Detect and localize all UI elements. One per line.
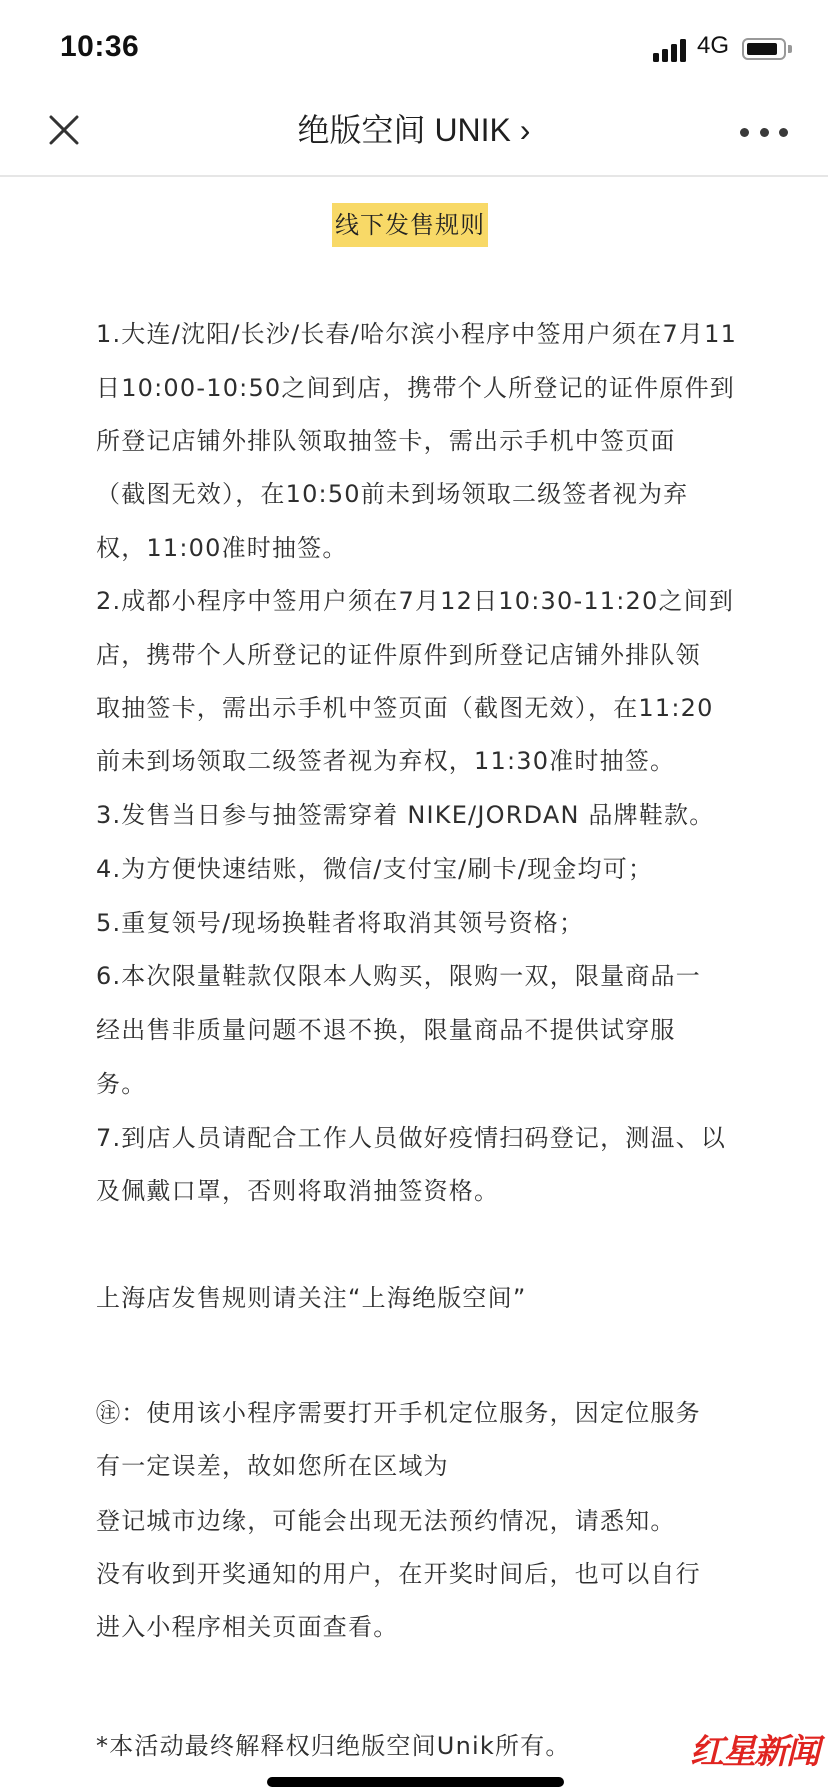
rule-text-line: 2.成都小程序中签用户须在7月12日10:30-11:20之间到 [96, 587, 735, 615]
home-indicator[interactable] [267, 1777, 564, 1787]
rule-text-line: 权，11:00准时抽签。 [96, 534, 348, 562]
rule-text-line: ㊟：使用该小程序需要打开手机定位服务，因定位服务 [96, 1399, 701, 1427]
status-time: 10:36 [60, 30, 140, 63]
rule-text-line: 1.大连/沈阳/长沙/长春/哈尔滨小程序中签用户须在7月11 [96, 320, 738, 348]
rule-text-line: 务。 [96, 1070, 147, 1098]
rule-text-line: 登记城市边缘，可能会出现无法预约情况，请悉知。 [96, 1507, 676, 1535]
rule-text-line: 上海店发售规则请关注“上海绝版空间” [96, 1284, 527, 1312]
battery-icon [742, 38, 786, 60]
rule-text-line: 6.本次限量鞋款仅限本人购买，限购一双，限量商品一 [96, 962, 701, 990]
rule-text-line: 所登记店铺外排队领取抽签卡，需出示手机中签页面 [96, 427, 676, 455]
rule-text-line: 前未到场领取二级签者视为弃权，11:30准时抽签。 [96, 747, 676, 775]
more-dot-icon [779, 128, 788, 137]
rule-text-line: *本活动最终解释权归绝版空间Unik所有。 [96, 1732, 571, 1760]
nav-divider [0, 175, 828, 177]
rule-text-line: 3.发售当日参与抽签需穿着 NIKE/JORDAN 品牌鞋款。 [96, 801, 715, 829]
more-dot-icon [740, 128, 749, 137]
more-dot-icon [760, 128, 769, 137]
rule-text-line: （截图无效），在10:50前未到场领取二级签者视为弃 [96, 480, 689, 508]
rule-text-line: 5.重复领号/现场换鞋者将取消其领号资格； [96, 909, 585, 937]
rule-text-line: 进入小程序相关页面查看。 [96, 1613, 399, 1641]
rule-text-line: 7.到店人员请配合工作人员做好疫情扫码登记，测温、以 [96, 1124, 727, 1152]
rule-text-line: 取抽签卡，需出示手机中签页面（截图无效），在11:20 [96, 694, 714, 722]
page-title[interactable]: 绝版空间 UNIK › [297, 112, 531, 148]
rule-text-line: 经出售非质量问题不退不换，限量商品不提供试穿服 [96, 1016, 676, 1044]
rules-heading: 线下发售规则 [332, 203, 488, 247]
signal-icon [653, 38, 691, 62]
rule-text-line: 店，携带个人所登记的证件原件到所登记店铺外排队领 [96, 641, 701, 669]
rule-text-line: 及佩戴口罩，否则将取消抽签资格。 [96, 1177, 500, 1205]
network-type: 4G [697, 32, 730, 59]
battery-cap [788, 45, 792, 53]
watermark-logo: 红星新闻 [690, 1732, 818, 1772]
more-button[interactable] [740, 118, 788, 146]
rule-text-line: 没有收到开奖通知的用户，在开奖时间后，也可以自行 [96, 1560, 701, 1588]
rule-text-line: 4.为方便快速结账，微信/支付宝/刷卡/现金均可； [96, 855, 654, 883]
rule-text-line: 有一定误差，故如您所在区域为 [96, 1452, 449, 1480]
rule-text-line: 日10:00-10:50之间到店，携带个人所登记的证件原件到 [96, 374, 735, 402]
